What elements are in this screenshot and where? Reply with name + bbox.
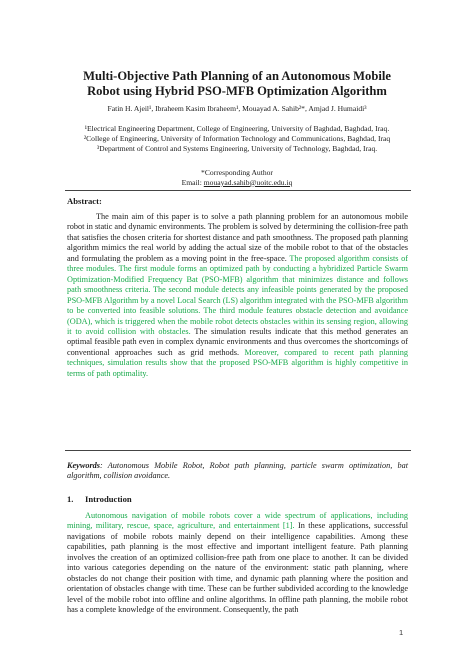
email-link[interactable]: mouayad.sahib@uoitc.edu.iq bbox=[203, 177, 293, 187]
abstract-highlight-1: The proposed algorithm consists of three modules. The first module forms an optimized path by conducting a hybridized Particle Swarm Optimization-Modified Frequency Bat (PSO-MFB) algorithm that minimizes distance and follows path smoothness criteria. The second module detects any infeasible points generated by the proposed PSO-MFB Algorithm by a novel Local Search (LS) algorithm integrated with the PSO-MFB algorithm to be converted into feasible solutions. The third module features obstacle detection and avoidance (ODA), which is triggered when the mobile robot detects obstacles within its sensing region, allowing it to avoid collision with obstacles. bbox=[67, 253, 408, 336]
affiliations bbox=[40, 124, 434, 154]
affiliation-2: ²College of Engineering, University of Information Technology and Communications, Baghdad, Iraq bbox=[83, 133, 391, 143]
email-label: Email: bbox=[181, 177, 202, 187]
section-number: 1. bbox=[67, 494, 74, 504]
title-line-1: Multi-Objective Path Planning of an Autonomous Mobile bbox=[83, 69, 391, 83]
abstract-text bbox=[67, 212, 408, 379]
abstract-text-part-2: The simulation results indicate that this method generates an optimal feasible path even in complex dynamic environments and thus overcomes the shortcomings of conventional approaches such as grid methods. bbox=[67, 326, 409, 357]
abstract-heading: Abstract: bbox=[67, 196, 102, 206]
corresponding-author-label: *Corresponding Author bbox=[201, 168, 273, 177]
section-title: Introduction bbox=[85, 494, 132, 504]
introduction-highlight: Autonomous navigation of mobile robots cover a wide spectrum of applications, including mining, military, rescue, space, agriculture, and entertainment [1]. bbox=[67, 511, 408, 531]
keywords-label: Keywords bbox=[67, 461, 100, 470]
introduction-text bbox=[67, 511, 408, 616]
keywords-text: : Autonomous Mobile Robot, Robot path planning, particle swarm optimization, bat algorithm, collision avoidance. bbox=[67, 461, 408, 481]
author-list: Fatin H. Ajeil¹, Ibraheem Kasim Ibraheem¹, Mouayad A. Sahib²*, Amjad J. Humaidi³ bbox=[107, 104, 367, 113]
abstract-highlight-2: Moreover, compared to recent path planning techniques, simulation results show that the proposed PSO-MFB algorithm is highly competitive in terms of path optimality. bbox=[67, 347, 409, 378]
title-line-2: Robot using Hybrid PSO-MFB Optimization Algorithm bbox=[87, 83, 387, 98]
page-number: 1 bbox=[399, 628, 404, 637]
section-heading-introduction bbox=[67, 494, 132, 504]
keywords-paragraph bbox=[67, 461, 408, 482]
abstract-bottom-rule bbox=[65, 450, 411, 451]
abstract-text-part-1: The main aim of this paper is to solve a path planning problem for an autonomous mobile robot in static and dynamic environments. The problem is solved by determining the collision-free path that satisfies the chosen criteria for shortest distance and path smoothness. The proposed path planning algorithm mimics the real world by adding the actual size of the mobile robot to that of the obstacles and formulating the problem as a moving point in the free-space. bbox=[67, 212, 408, 263]
abstract-top-rule bbox=[65, 190, 411, 191]
affiliation-3: ³Department of Control and Systems Engineering, University of Technology, Baghdad, Iraq. bbox=[96, 143, 378, 153]
affiliation-1: ¹Electrical Engineering Department, College of Engineering, University of Baghdad, Baghdad, Iraq. bbox=[84, 124, 390, 133]
corresponding-author-block bbox=[40, 168, 434, 187]
email-line bbox=[40, 178, 434, 188]
introduction-body: In these applications, successful navigations of mobile robots mainly depend on their intelligence capabilities. Among these capabilities, path planning is the most effective and important intelligent feature. Path planning involves the creation of an optimized collision-free path from one place to another. It can be divided into various categories depending on the nature of the environment: static path planning, where obstacles do not change their position with time, and dynamic path planning where the position and orientation of obstacles change with time. These can be further subdivided according to the knowledge level of the mobile robot into offline and online algorithms. In offline path planning, the mobile robot has a complete knowledge of the environment. Consequently, the path bbox=[67, 521, 408, 615]
paper-title bbox=[40, 69, 434, 98]
